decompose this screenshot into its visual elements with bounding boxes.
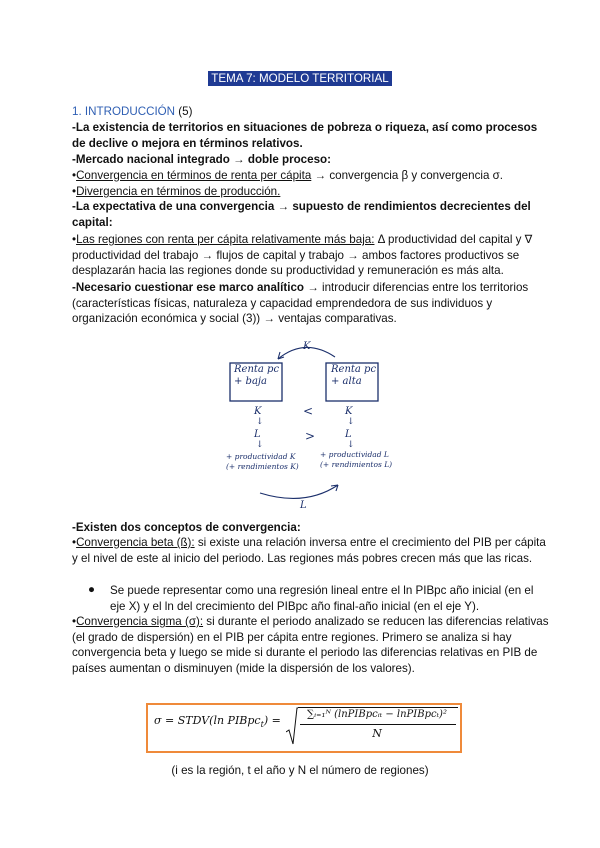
l-left: L: [254, 429, 261, 440]
down-arrow-right-2: ↓: [347, 440, 355, 450]
right-box-label: Renta pc + alta: [331, 364, 377, 387]
k-left: K: [254, 406, 262, 417]
down-arrow-left-1: ↓: [256, 417, 264, 427]
bottom-arrow: [260, 485, 338, 498]
formula-denominator: N: [372, 727, 382, 740]
k-right: K: [345, 406, 353, 417]
convergence-diagram: [220, 335, 400, 515]
less-than: <: [303, 404, 314, 418]
left-box-label: Renta pc + baja: [234, 364, 280, 387]
greater-than: >: [305, 429, 316, 443]
formula-numerator: ∑ᵢ₌₁ᴺ (lnPIBpcᵢₜ − lnPIBpcₜ)²: [307, 709, 447, 720]
bullet-regresion: Se puede representar como una regresión lineal entre el ln PIBpc año inicial (en el eje X) y el ln del crecimiento del PIBpc año final-año inicial (en el eje Y).: [110, 584, 534, 613]
sqrt-sign: [286, 706, 298, 746]
para-marco: -Necesario cuestionar ese marco analítico → introducir diferencias entre los territorios (características físicas, naturaleza y capacidad emprendedora de sus individuos y organización económica y social (3)) → ventajas comparativas.: [72, 281, 529, 326]
bullet-sigma: •Convergencia sigma (σ): si durante el periodo analizado se reducen las diferencias relativas (el grado de dispersión) en el PIB per cápita entre regiones. Primero se analiza si hay convergencia beta y luego se mide si durante el periodo las diferencias relativas en PIB de países aumentan o disminuyen (mide la dispersión de los valores).: [72, 615, 549, 675]
document-title: TEMA 7: MODELO TERRITORIAL: [0, 72, 600, 85]
sqrt-bar: [298, 707, 458, 708]
para-conceptos: -Existen dos conceptos de convergencia:: [72, 521, 301, 534]
section-heading: 1. INTRODUCCIÓN (5): [72, 105, 193, 118]
fraction-bar: [300, 724, 456, 725]
bullet-convergencia: •Convergencia en términos de renta per cápita → convergencia β y convergencia σ.: [72, 169, 503, 182]
formula-lhs: σ = STDV(ln PIBpc$_t$) =: [154, 714, 281, 730]
down-arrow-left-2: ↓: [256, 440, 264, 450]
bullet-beta: •Convergencia beta (ß): si existe una relación inversa entre el crecimiento del PIB per cápita y el nivel de este al inicio del periodo. Las regiones más pobres crecen más que las ricas.: [72, 536, 546, 565]
k-top: K: [303, 341, 311, 352]
down-arrow-right-1: ↓: [347, 417, 355, 427]
bullet-regiones: •Las regiones con renta per cápita relativamente más baja: Δ productividad del capital y ∇ productividad del trabajo → flujos de capital y trabajo → ambos factores productivos se desplazarán hacia las regiones donde su productividad y remuneración es más alta.: [72, 233, 533, 278]
prod-left: + productividad K (+ rendimientos K): [226, 452, 299, 471]
prod-right: + productividad L (+ rendimientos L): [320, 450, 393, 469]
l-bottom: L: [300, 500, 307, 511]
bullet-regresion-dot: ●: [88, 583, 96, 596]
para-expectativa: -La expectativa de una convergencia → supuesto de rendimientos decrecientes del capital:: [72, 200, 531, 229]
formula-caption: (i es la región, t el año y N el número de regiones): [171, 764, 429, 777]
para-mercado: -Mercado nacional integrado → doble proceso:: [72, 153, 331, 166]
bullet-divergencia: •Divergencia en términos de producción.: [72, 185, 281, 198]
l-right: L: [345, 429, 352, 440]
para-territorios: -La existencia de territorios en situaciones de pobreza o riqueza, así como procesos de declive o mejora en términos relativos.: [72, 121, 538, 150]
